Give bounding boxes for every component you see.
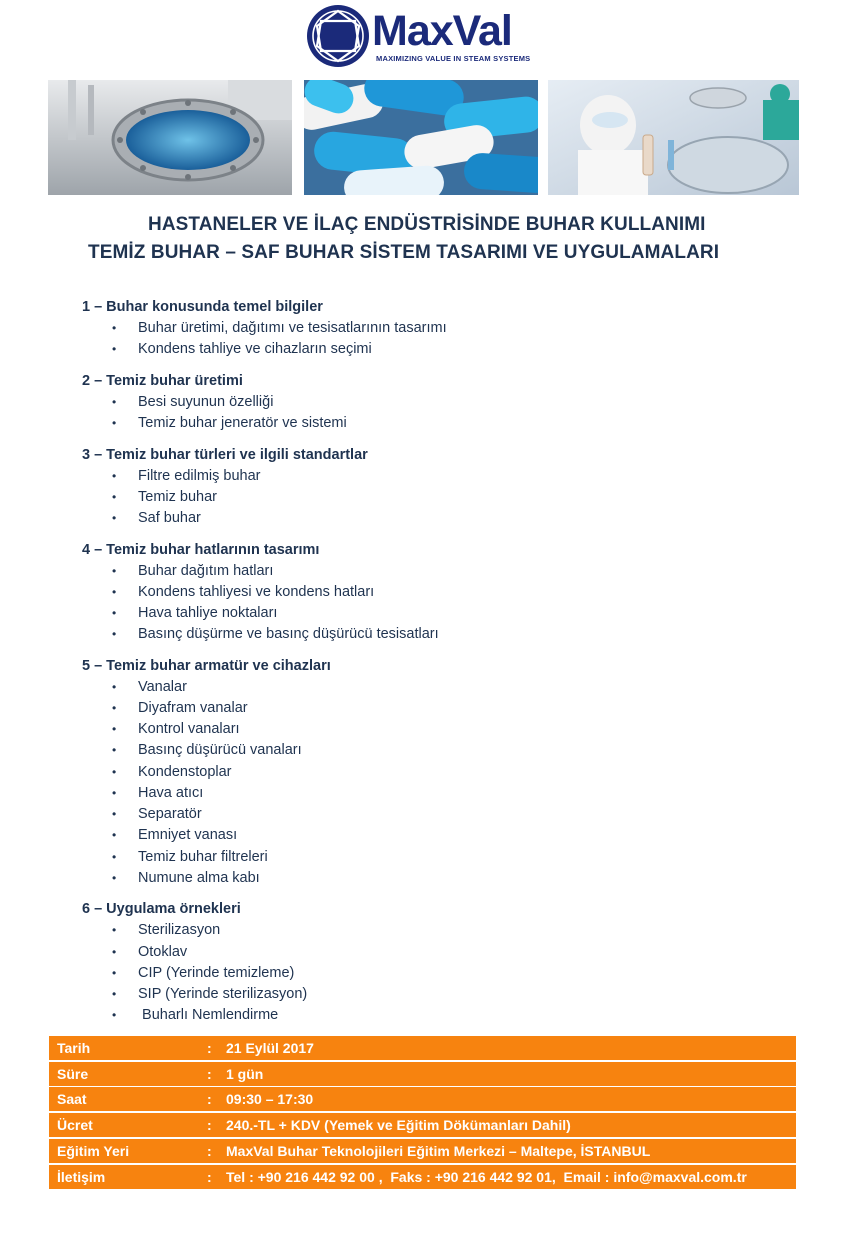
info-label: Tarih	[57, 1040, 91, 1056]
bullet-icon: •	[112, 321, 117, 335]
info-separator: :	[207, 1143, 212, 1159]
list-item: • Hava tahliye noktaları	[112, 605, 278, 621]
list-item: • Numune alma kabı	[112, 870, 260, 886]
bullet-icon: •	[112, 828, 117, 842]
bullet-icon: •	[112, 871, 117, 885]
info-separator: :	[207, 1117, 212, 1133]
info-value: 21 Eylül 2017	[226, 1040, 314, 1056]
bullet-icon: •	[112, 511, 117, 525]
bullet-icon: •	[112, 701, 117, 715]
list-item: • SIP (Yerinde sterilizasyon)	[112, 986, 308, 1002]
globe-logo-icon	[306, 4, 370, 68]
bullet-icon: •	[112, 1008, 117, 1022]
list-item: • Basınç düşürme ve basınç düşürücü tesisatları	[112, 626, 439, 642]
info-label: Eğitim Yeri	[57, 1143, 130, 1159]
steam-vessel-photo	[48, 80, 292, 195]
info-label: Ücret	[57, 1117, 93, 1133]
info-row-fee	[49, 1113, 796, 1137]
title-line-2: TEMİZ BUHAR – SAF BUHAR SİSTEM TASARIMI VE UYGULAMALARI	[88, 242, 720, 263]
section-heading-5: 5 – Temiz buhar armatür ve cihazları	[82, 658, 331, 674]
info-value: 09:30 – 17:30	[226, 1091, 314, 1107]
bullet-icon: •	[112, 416, 117, 430]
section-heading-6: 6 – Uygulama örnekleri	[82, 901, 241, 917]
list-item: • Besi suyunun özelliği	[112, 394, 274, 410]
list-item: • Separatör	[112, 806, 202, 822]
bullet-icon: •	[112, 945, 117, 959]
info-row-date	[49, 1036, 796, 1060]
bullet-icon: •	[112, 490, 117, 504]
bullet-icon: •	[112, 342, 117, 356]
info-value: MaxVal Buhar Teknolojileri Eğitim Merkezi – Maltepe, İSTANBUL	[226, 1143, 651, 1159]
bullet-icon: •	[112, 987, 117, 1001]
info-value: Tel : +90 216 442 92 00 , Faks : +90 216 442 92 01, Email : info@maxval.com.tr	[226, 1169, 747, 1185]
list-item: • Buhar üretimi, dağıtımı ve tesisatlarının tasarımı	[112, 320, 447, 336]
section-heading-1: 1 – Buhar konusunda temel bilgiler	[82, 299, 323, 315]
bullet-icon: •	[112, 564, 117, 578]
bullet-icon: •	[112, 585, 117, 599]
laboratory-photo	[548, 80, 799, 195]
bullet-icon: •	[112, 469, 117, 483]
bullet-icon: •	[112, 722, 117, 736]
bullet-icon: •	[112, 765, 117, 779]
list-item: • CIP (Yerinde temizleme)	[112, 965, 295, 981]
list-item: • Temiz buhar	[112, 489, 217, 505]
list-item: • Kondens tahliye ve cihazların seçimi	[112, 341, 372, 357]
list-item: • Kondenstoplar	[112, 764, 232, 780]
maxval-logo	[306, 4, 538, 68]
list-item: • Buharlı Nemlendirme	[112, 1007, 279, 1023]
info-row-contact	[49, 1165, 796, 1189]
bullet-icon: •	[112, 743, 117, 757]
logo-name: MaxVal	[372, 7, 512, 55]
list-item: • Kondens tahliyesi ve kondens hatları	[112, 584, 375, 600]
list-item: • Filtre edilmiş buhar	[112, 468, 261, 484]
capsules-photo	[304, 80, 538, 195]
logo-tagline: MAXIMIZING VALUE IN STEAM SYSTEMS	[376, 54, 531, 63]
bullet-icon: •	[112, 966, 117, 980]
list-item: • Otoklav	[112, 944, 188, 960]
bullet-icon: •	[112, 627, 117, 641]
info-label: Süre	[57, 1066, 89, 1082]
info-separator: :	[207, 1066, 212, 1082]
info-row-location	[49, 1139, 796, 1163]
info-row-time	[49, 1087, 796, 1111]
info-label: İletişim	[57, 1169, 106, 1185]
list-item: • Diyafram vanalar	[112, 700, 248, 716]
bullet-icon: •	[112, 606, 117, 620]
info-value: 1 gün	[226, 1066, 264, 1082]
list-item: • Saf buhar	[112, 510, 201, 526]
info-row-duration	[49, 1062, 796, 1086]
list-item: • Sterilizasyon	[112, 922, 221, 938]
section-heading-2: 2 – Temiz buhar üretimi	[82, 373, 243, 389]
list-item: • Temiz buhar jeneratör ve sistemi	[112, 415, 347, 431]
bullet-icon: •	[112, 923, 117, 937]
list-item: • Buhar dağıtım hatları	[112, 563, 274, 579]
list-item: • Basınç düşürücü vanaları	[112, 742, 302, 758]
section-heading-3: 3 – Temiz buhar türleri ve ilgili standartlar	[82, 447, 368, 463]
list-item: • Vanalar	[112, 679, 187, 695]
bullet-icon: •	[112, 807, 117, 821]
info-separator: :	[207, 1169, 212, 1185]
info-value: 240.-TL + KDV (Yemek ve Eğitim Dökümanları Dahil)	[226, 1117, 571, 1133]
section-heading-4: 4 – Temiz buhar hatlarının tasarımı	[82, 542, 320, 558]
bullet-icon: •	[112, 850, 117, 864]
info-label: Saat	[57, 1091, 87, 1107]
info-separator: :	[207, 1091, 212, 1107]
list-item: • Kontrol vanaları	[112, 721, 240, 737]
list-item: • Hava atıcı	[112, 785, 204, 801]
title-line-1: HASTANELER VE İLAÇ ENDÜSTRİSİNDE BUHAR KULLANIMI	[148, 214, 706, 235]
bullet-icon: •	[112, 395, 117, 409]
list-item: • Temiz buhar filtreleri	[112, 849, 268, 865]
list-item: • Emniyet vanası	[112, 827, 238, 843]
info-separator: :	[207, 1040, 212, 1056]
bullet-icon: •	[112, 786, 117, 800]
bullet-icon: •	[112, 680, 117, 694]
